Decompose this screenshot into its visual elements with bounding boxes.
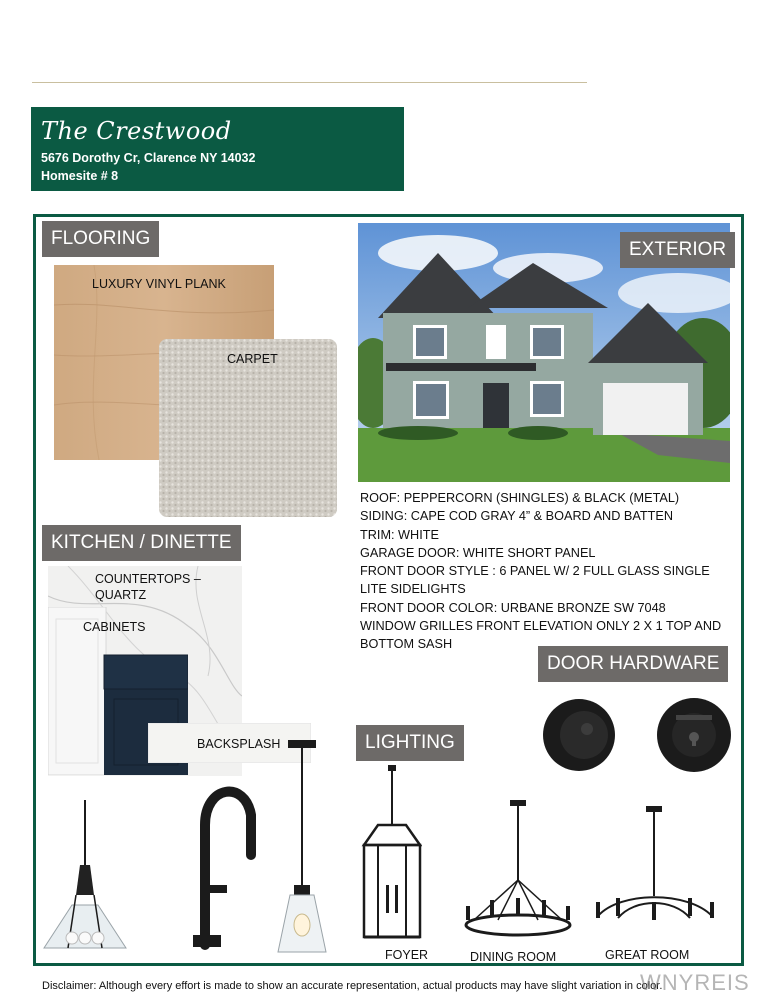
lvp-label: LUXURY VINYL PLANK [92, 277, 226, 291]
lighting-heading: LIGHTING [356, 725, 464, 761]
exterior-specs [360, 489, 740, 654]
spec-line: FRONT DOOR COLOR: URBANE BRONZE SW 7048 [360, 600, 666, 615]
top-divider [32, 82, 587, 83]
spec-line: LITE SIDELIGHTS [360, 582, 466, 597]
great-room-label: GREAT ROOM [605, 948, 690, 962]
door-hardware-heading: DOOR HARDWARE [538, 646, 728, 682]
address: 5676 Dorothy Cr, Clarence NY 14032 [41, 151, 256, 165]
exterior-heading: EXTERIOR [620, 232, 735, 268]
homesite-number: Homesite # 8 [41, 169, 119, 183]
spec-line: TRIM: WHITE [360, 527, 439, 542]
spec-line: BOTTOM SASH [360, 637, 453, 652]
mini-pendant-icon [268, 740, 336, 955]
spec-line: FRONT DOOR STYLE : 6 PANEL W/ 2 FULL GLASS SINGLE [360, 564, 710, 579]
title-banner [31, 107, 404, 191]
linear-chandelier-icon [590, 806, 720, 931]
door-knob-icon [532, 695, 632, 775]
spec-line: SIDING: CAPE COD GRAY 4” & BOARD AND BATTEN [360, 509, 674, 524]
flooring-heading: FLOORING [42, 221, 159, 257]
disclaimer-text: Disclaimer: Although every effort is made to show an accurate representation, actual products may have slight variation in color. [42, 980, 663, 992]
cabinets-label: CABINETS [83, 620, 146, 634]
spec-line: GARAGE DOOR: WHITE SHORT PANEL [360, 545, 596, 560]
spec-line: WINDOW GRILLES FRONT ELEVATION ONLY 2 X 1 TOP AND [360, 619, 722, 634]
backsplash-label: BACKSPLASH [197, 737, 281, 751]
watermark: WNYREIS [640, 970, 750, 995]
faucet-icon [165, 775, 257, 950]
countertops-label: COUNTERTOPS – [95, 572, 201, 586]
carpet-label: CARPET [227, 352, 278, 366]
pendant-light-icon [42, 800, 128, 955]
model-name: The Crestwood [41, 117, 232, 145]
lantern-light-icon [360, 765, 422, 945]
countertops-label-2: QUARTZ [95, 588, 147, 602]
wagon-wheel-chandelier-icon [460, 800, 576, 940]
deadbolt-icon [652, 695, 737, 775]
foyer-label: FOYER [385, 948, 429, 962]
dining-room-label: DINING ROOM [470, 950, 557, 964]
kitchen-heading: KITCHEN / DINETTE [42, 525, 241, 561]
spec-line: ROOF: PEPPERCORN (SHINGLES) & BLACK (METAL) [360, 491, 680, 505]
